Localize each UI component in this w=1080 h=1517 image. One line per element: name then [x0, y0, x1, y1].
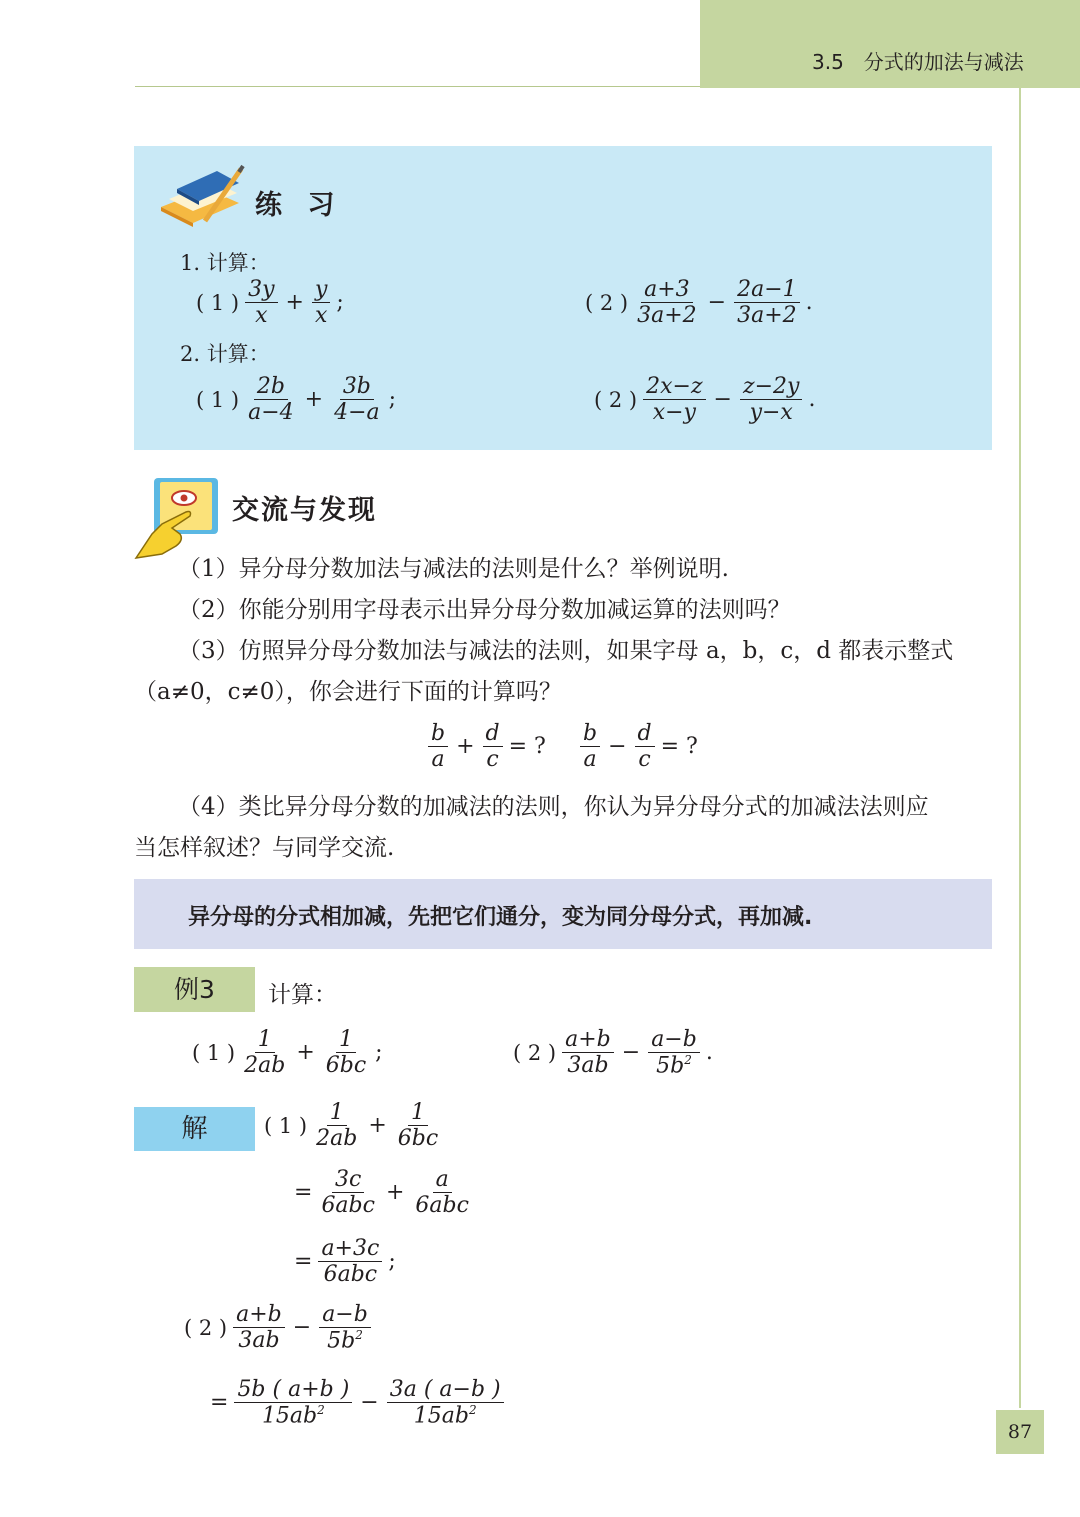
fraction: $\frac{3c}{\text{6abc}}$ — [321, 1167, 375, 1219]
exchange-item-3-line-2: （a≠0，c≠0），你会进行下面的计算吗？ — [134, 679, 562, 705]
question-1-part-1: ( 1 ) $\frac{3y}{x}$ + $\frac{y}{x}$ ; — [196, 277, 344, 329]
part-tag: ( 2 ) — [585, 290, 629, 315]
solution-2-line-1: ( 2 ) $\frac{a+b}{3ab}$ − $\frac{a-b}{5b^2}$ — [184, 1303, 371, 1353]
fraction: $\frac{a}{\text{6abc}}$ — [415, 1167, 469, 1219]
fraction: $\frac{3b}{4-a}$ — [334, 374, 380, 426]
exchange-item-4-line-1: （4）类比异分母分数的加减法的法则，你认为异分母分式的加减法法则应 — [178, 794, 929, 820]
part-tag: ( 2 ) — [594, 387, 638, 412]
exchange-item-2: （2）你能分别用字母表示出异分母分数加减运算的法则吗？ — [178, 597, 791, 623]
margin-rule — [1019, 88, 1021, 1408]
solution-2-line-2: = $\frac{5b ( a+b )}{15ab^2}$ − $\frac{3a ( a-b )}{15ab^2}$ — [210, 1378, 504, 1428]
header-divider — [135, 86, 700, 87]
question-2-part-2: ( 2 ) $\frac{2x-z}{x-y}$ − $\frac{z-2y}{y-x}$ . — [594, 374, 816, 426]
example-label: 例3 — [134, 967, 255, 1012]
fraction: $\frac{a-b}{5b^2}$ — [648, 1028, 700, 1078]
fraction: $\frac{a+b}{3ab}$ — [562, 1028, 614, 1077]
fraction: $\frac{d}{c}$ — [635, 722, 655, 771]
question-1-label: 1. 计算： — [180, 251, 270, 275]
solution-1-line-2: = $\frac{3c}{\text{6abc}}$ + $\frac{a}{\text{6abc}}$ — [294, 1168, 472, 1217]
fraction: $\frac{a+b}{3ab}$ — [233, 1303, 285, 1352]
fraction: $\frac{2b}{a-4}$ — [248, 374, 294, 426]
example-prompt: 计算： — [268, 982, 337, 1008]
part-tag: ( 1 ) — [196, 387, 240, 412]
formula-sum: $\frac{b}{a}$ + $\frac{d}{c}$ = ? — [428, 722, 546, 771]
fraction: $\frac{y}{x}$ — [312, 278, 330, 327]
solution-1-line-3: = $\frac{a+3c}{\text{6abc}}$ ; — [294, 1236, 396, 1288]
fraction: $\frac{z-2y}{y-x}$ — [740, 375, 802, 424]
fraction: $\frac{3a ( a-b )}{15ab^2}$ — [387, 1378, 504, 1428]
fraction: $\frac{2x-z}{x-y}$ — [643, 375, 705, 424]
fraction: $\frac{2a-1}{3a+2}$ — [734, 278, 800, 327]
question-2-label: 2. 计算： — [180, 342, 270, 366]
fraction: $\frac{3y}{x}$ — [245, 278, 277, 327]
solution-1-line-1: ( 1 ) $\frac{1}{2ab}$ + $\frac{1}{6bc}$ — [264, 1101, 441, 1150]
rule-text: 异分母的分式相加减，先把它们通分，变为同分母分式，再加减. — [188, 905, 813, 930]
example-part-2: ( 2 ) $\frac{a+b}{3ab}$ − $\frac{a-b}{5b^2}$ . — [513, 1027, 713, 1079]
part-tag: ( 1 ) — [192, 1040, 236, 1065]
fraction: $\frac{b}{a}$ — [428, 722, 448, 771]
fraction: $\frac{a-b}{5b^2}$ — [319, 1303, 371, 1353]
fraction: $\frac{5b ( a+b )}{15ab^2}$ — [234, 1378, 352, 1428]
exchange-item-3-line-1: （3）仿照异分母分数加法与减法的法则，如果字母 a，b，c，d 都表示整式 — [178, 638, 954, 664]
part-tag: ( 2 ) — [513, 1040, 557, 1065]
fraction: $\frac{1}{2ab}$ — [316, 1100, 358, 1152]
books-pencil-icon — [155, 163, 245, 229]
fraction: $\frac{a+3}{3a+2}$ — [637, 277, 697, 329]
exchange-item-4-line-2: 当怎样叙述？与同学交流. — [134, 835, 395, 861]
question-1-part-2: ( 2 ) $\frac{a+3}{3a+2}$ − $\frac{2a-1}{3a+2}$ . — [585, 277, 813, 329]
question-2-part-1: ( 1 ) $\frac{2b}{a-4}$ + $\frac{3b}{4-a}$ ; — [196, 374, 397, 426]
fraction: $\frac{a+3c}{\text{6abc}}$ — [318, 1237, 382, 1286]
fraction: $\frac{d}{c}$ — [483, 722, 503, 771]
part-tag: ( 2 ) — [184, 1315, 228, 1340]
section-title: 3.5 分式的加法与减法 — [812, 50, 1024, 74]
part-tag: ( 1 ) — [196, 290, 240, 315]
formula-difference: $\frac{b}{a}$ − $\frac{d}{c}$ = ? — [580, 722, 698, 771]
fraction: $\frac{1}{2ab}$ — [244, 1027, 286, 1079]
exchange-item-1: （1）异分母分数加法与减法的法则是什么？举例说明. — [178, 556, 729, 582]
fraction: $\frac{1}{6bc}$ — [325, 1027, 367, 1079]
fraction: $\frac{1}{6bc}$ — [397, 1100, 439, 1152]
page-number: 87 — [996, 1410, 1044, 1454]
example-part-1: ( 1 ) $\frac{1}{2ab}$ + $\frac{1}{6bc}$ ; — [192, 1027, 383, 1079]
practice-heading: 练 习 — [255, 190, 343, 221]
part-tag: ( 1 ) — [264, 1113, 308, 1138]
solution-label: 解 — [134, 1107, 255, 1151]
fraction: $\frac{b}{a}$ — [580, 722, 600, 771]
exchange-heading: 交流与发现 — [232, 495, 377, 526]
